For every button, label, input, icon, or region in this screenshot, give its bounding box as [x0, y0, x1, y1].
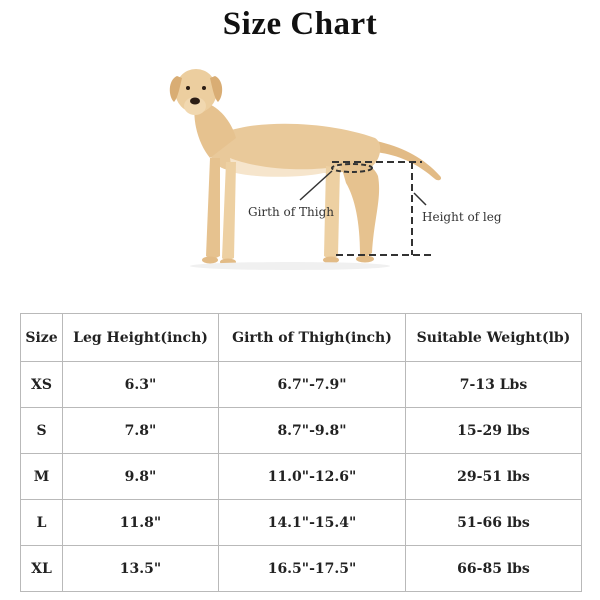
cell-size: S	[21, 408, 63, 454]
table-row	[21, 500, 582, 546]
page-title: Size Chart	[222, 6, 378, 42]
cell-weight: 7-13 Lbs	[406, 362, 582, 408]
cell-size: XS	[21, 362, 63, 408]
size-table	[20, 313, 582, 592]
table-row	[21, 546, 582, 592]
cell-leg-height: 13.5"	[63, 546, 219, 592]
size-table-container	[20, 313, 581, 592]
header-size: Size	[21, 314, 63, 362]
dog-illustration	[150, 58, 510, 283]
table-header-row	[21, 314, 582, 362]
header-girth-of-thigh: Girth of Thigh(inch)	[219, 314, 406, 362]
header-suitable-weight: Suitable Weight(lb)	[406, 314, 582, 362]
table-row	[21, 454, 582, 500]
cell-size: XL	[21, 546, 63, 592]
girth-of-thigh-label: Girth of Thigh	[248, 205, 334, 219]
cell-size: M	[21, 454, 63, 500]
cell-girth: 6.7"-7.9"	[219, 362, 406, 408]
cell-weight: 29-51 lbs	[406, 454, 582, 500]
cell-leg-height: 11.8"	[63, 500, 219, 546]
cell-girth: 14.1"-15.4"	[219, 500, 406, 546]
cell-weight: 66-85 lbs	[406, 546, 582, 592]
cell-weight: 51-66 lbs	[406, 500, 582, 546]
dog-measurement-figure	[150, 58, 510, 283]
table-row	[21, 408, 582, 454]
height-of-leg-label: Height of leg	[422, 210, 502, 224]
cell-leg-height: 9.8"	[63, 454, 219, 500]
cell-size: L	[21, 500, 63, 546]
cell-girth: 8.7"-9.8"	[219, 408, 406, 454]
cell-weight: 15-29 lbs	[406, 408, 582, 454]
table-row	[21, 362, 582, 408]
cell-girth: 16.5"-17.5"	[219, 546, 406, 592]
cell-leg-height: 7.8"	[63, 408, 219, 454]
cell-girth: 11.0"-12.6"	[219, 454, 406, 500]
header-leg-height: Leg Height(inch)	[63, 314, 219, 362]
cell-leg-height: 6.3"	[63, 362, 219, 408]
